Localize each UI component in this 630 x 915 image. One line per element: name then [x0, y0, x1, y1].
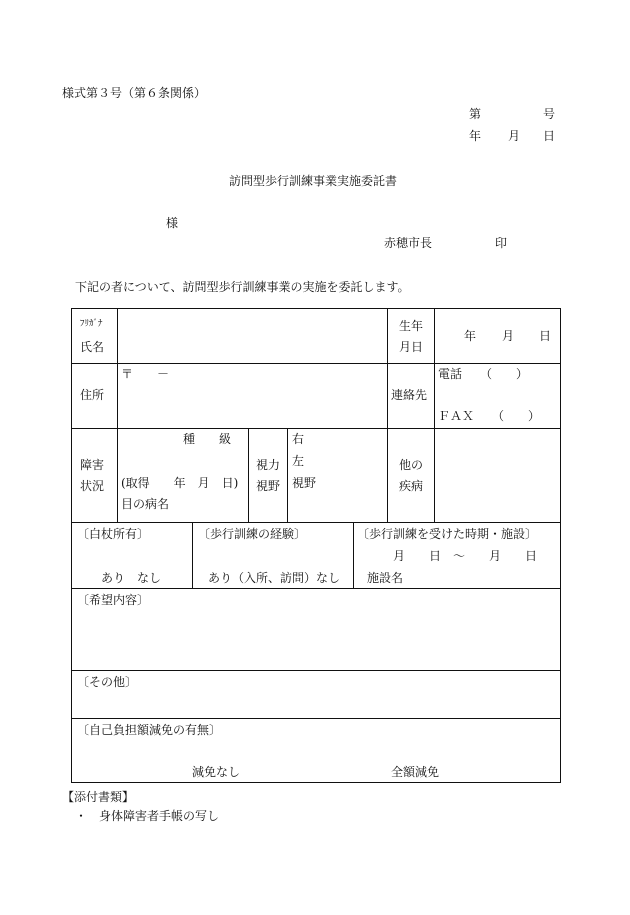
- disability-label-line2: 状況: [80, 479, 105, 493]
- fax-label: ＦＡＸ （ ）: [438, 409, 541, 423]
- table-border-bottom: [71, 782, 561, 783]
- form-number: 様式第３号（第６条関係）: [62, 86, 207, 100]
- col-divider: [434, 308, 435, 522]
- table-border-top: [71, 308, 561, 309]
- training-experience-options: あり（入所、訪問）なし: [208, 571, 341, 585]
- row-divider: [71, 428, 561, 429]
- date-day-label: 日: [543, 129, 556, 143]
- left-eye-label: 左: [292, 454, 305, 468]
- date-year-label: 年: [469, 129, 482, 143]
- birth-day-label: 日: [539, 329, 552, 343]
- col-divider: [353, 522, 354, 588]
- date-month-label: 月: [508, 129, 521, 143]
- col-divider: [117, 308, 118, 428]
- col-divider: [192, 522, 193, 588]
- vision-label-line2: 視野: [256, 479, 281, 493]
- issuer-name: 赤穂市長: [384, 236, 433, 250]
- vision-label-line1: 視力: [256, 458, 281, 472]
- white-cane-options: あり なし: [101, 571, 162, 585]
- training-period-dates: 月 日 ～ 月 日: [393, 549, 538, 563]
- others-header: 〔その他〕: [77, 675, 138, 689]
- row-divider: [71, 522, 561, 523]
- birthdate-label-line2: 月日: [399, 340, 424, 354]
- acquired-date-label: (取得 年 月 日): [121, 476, 239, 490]
- col-divider: [248, 428, 249, 522]
- row-divider: [71, 363, 561, 364]
- contact-label: 連絡先: [391, 388, 428, 402]
- type-grade-label: 種 級: [183, 432, 232, 446]
- training-period-header: 〔歩行訓練を受けた時期・施設〕: [357, 527, 538, 541]
- addressee-sama: 様: [166, 216, 179, 230]
- name-label: 氏名: [80, 340, 105, 354]
- document-title: 訪問型歩行訓練事業実施委託書: [229, 174, 398, 188]
- postal-code-mark: 〒 －: [121, 367, 170, 381]
- white-cane-header: 〔白杖所有〕: [77, 527, 150, 541]
- table-border-left: [71, 308, 72, 783]
- right-eye-label: 右: [292, 432, 305, 446]
- fee-reduction-header: 〔自己負担額減免の有無〕: [77, 723, 222, 737]
- birth-year-label: 年: [464, 329, 477, 343]
- attachments-header: 【添付書類】: [62, 790, 135, 804]
- phone-label: 電話 （ ）: [438, 367, 529, 381]
- fee-reduction-full: 全額減免: [391, 765, 440, 779]
- entrusted-person-table: [71, 308, 561, 783]
- other-disease-label-line1: 他の: [399, 458, 424, 472]
- col-divider: [387, 308, 388, 522]
- intro-text: 下記の者について、訪問型歩行訓練事業の実施を委託します。: [75, 280, 410, 294]
- col-divider: [117, 428, 118, 522]
- training-experience-header: 〔歩行訓練の経験〕: [198, 527, 307, 541]
- row-divider: [71, 670, 561, 671]
- row-divider: [71, 588, 561, 589]
- table-border-right: [560, 308, 561, 783]
- birth-month-label: 月: [502, 329, 515, 343]
- address-label: 住所: [80, 388, 105, 402]
- furigana-label: ﾌﾘｶﾞﾅ: [80, 319, 103, 329]
- col-divider: [287, 428, 288, 522]
- visual-field-label: 視野: [292, 476, 317, 490]
- disability-label-line1: 障害: [80, 458, 105, 472]
- wishes-header: 〔希望内容〕: [77, 593, 150, 607]
- number-dai-label: 第: [469, 107, 482, 121]
- other-disease-label-line2: 疾病: [399, 479, 424, 493]
- birthdate-label-line1: 生年: [399, 319, 424, 333]
- row-divider: [71, 718, 561, 719]
- number-go-label: 号: [543, 107, 556, 121]
- fee-reduction-none: 減免なし: [192, 765, 241, 779]
- eye-disease-label: 目の病名: [121, 497, 170, 511]
- attachment-item: ・ 身体障害者手帳の写し: [75, 809, 220, 823]
- seal-mark: 印: [495, 236, 508, 250]
- facility-name-label: 施設名: [367, 571, 404, 585]
